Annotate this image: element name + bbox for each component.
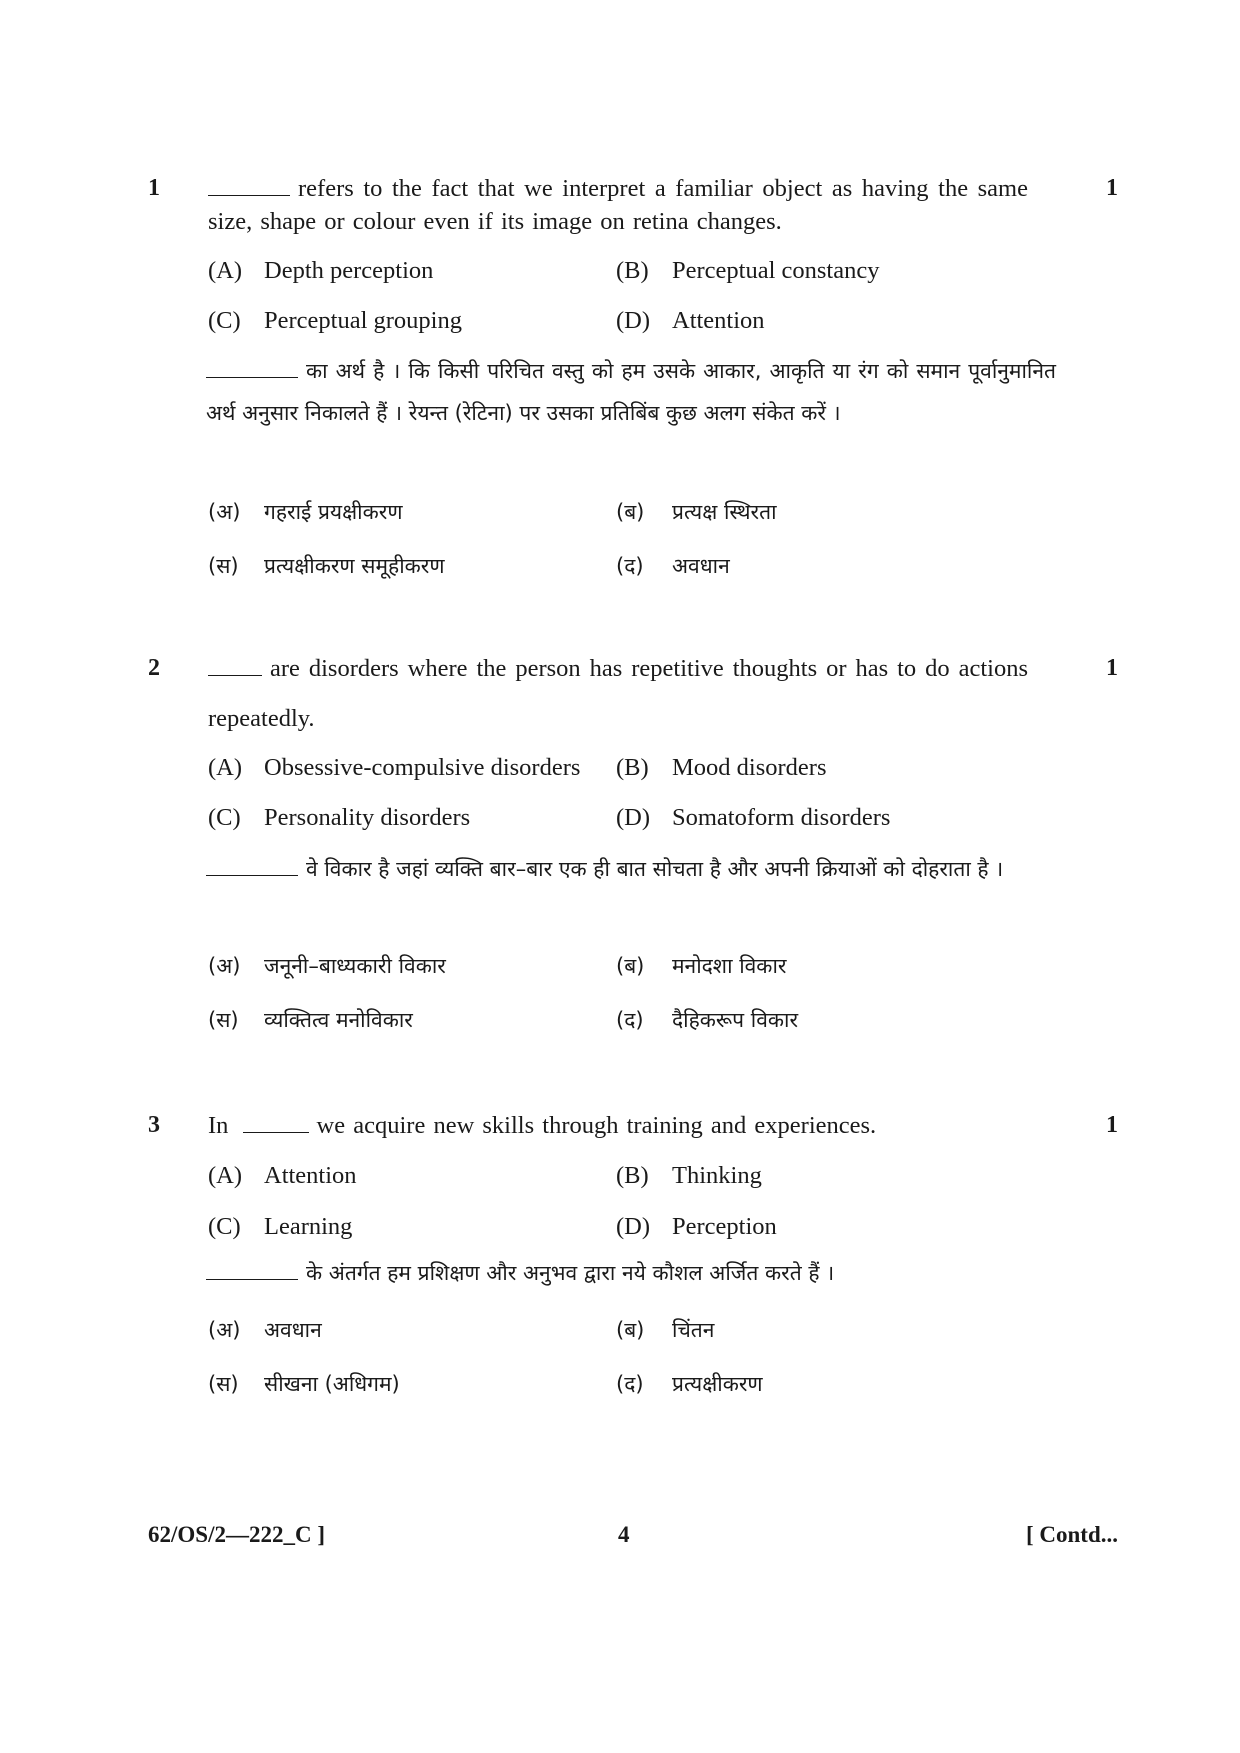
page-number: 4 bbox=[618, 1522, 630, 1547]
option-hi-d: (द) अवधान bbox=[616, 554, 730, 578]
question-3 bbox=[148, 1109, 1118, 1409]
answer-blank bbox=[208, 173, 290, 196]
question-stem-hi: वे विकार है जहां व्यक्ति बार–बार एक ही बात सोचता है और अपनी क्रियाओं को दोहराता है । bbox=[306, 857, 1004, 881]
question-2 bbox=[148, 652, 1118, 1052]
option-en-a: (A) Attention bbox=[208, 1162, 357, 1189]
question-prefix-en: In bbox=[208, 1112, 229, 1139]
option-hi-a: (अ) जनूनी–बाध्यकारी विकार bbox=[208, 954, 446, 978]
option-hi-a: (अ) गहराई प्रयक्षीकरण bbox=[208, 500, 403, 524]
page-footer bbox=[148, 1522, 1118, 1556]
option-en-a: (A) Depth perception bbox=[208, 257, 434, 284]
question-stem-hi: का अर्थ है । कि किसी परिचित वस्तु को हम उसके आकार, आकृति या रंग को समान पूर्वानुमानित अर्थ अनुसार निकालते हैं । रेयन्त (रेटिना) पर उसका प्रतिबिंब कुछ अलग संकेत करें । bbox=[206, 359, 1056, 425]
option-en-d: (D) Attention bbox=[616, 307, 765, 334]
question-text-hi bbox=[206, 350, 1056, 434]
question-number: 3 bbox=[148, 1112, 160, 1138]
option-en-d: (D) Somatoform disorders bbox=[616, 804, 891, 831]
option-en-b: (B) Mood disorders bbox=[616, 754, 827, 781]
question-text-hi bbox=[206, 848, 1076, 890]
option-en-a: (A) Obsessive-compulsive disorders bbox=[208, 754, 581, 781]
option-hi-c: (स) व्यक्तित्व मनोविकार bbox=[208, 1008, 413, 1032]
option-en-c: (C) Perceptual grouping bbox=[208, 307, 462, 334]
paper-code: 62/OS/2—222_C ] bbox=[148, 1522, 325, 1547]
option-en-d: (D) Perception bbox=[616, 1213, 777, 1240]
option-en-b: (B) Perceptual constancy bbox=[616, 257, 880, 284]
option-hi-a: (अ) अवधान bbox=[208, 1318, 322, 1342]
option-hi-b: (ब) चिंतन bbox=[616, 1318, 715, 1342]
question-text-en bbox=[208, 172, 1028, 238]
option-en-c: (C) Personality disorders bbox=[208, 804, 471, 831]
option-hi-b: (ब) प्रत्यक्ष स्थिरता bbox=[616, 500, 777, 524]
answer-blank bbox=[206, 1257, 298, 1280]
question-1 bbox=[148, 172, 1118, 592]
option-en-c: (C) Learning bbox=[208, 1213, 353, 1240]
option-hi-c: (स) सीखना (अधिगम) bbox=[208, 1372, 400, 1396]
question-stem-en: we acquire new skills through training and experiences. bbox=[316, 1112, 877, 1139]
question-marks: 1 bbox=[1106, 655, 1118, 681]
question-marks: 1 bbox=[1106, 1112, 1118, 1138]
answer-blank bbox=[206, 853, 298, 876]
answer-blank bbox=[208, 653, 262, 676]
question-stem-hi: के अंतर्गत हम प्रशिक्षण और अनुभव द्वारा नये कौशल अर्जित करते हैं । bbox=[306, 1261, 835, 1285]
continued-label: [ Contd... bbox=[1025, 1522, 1118, 1547]
question-stem-en: are disorders where the person has repetitive thoughts or has to do actions repeatedly. bbox=[208, 655, 1028, 732]
option-en-b: (B) Thinking bbox=[616, 1162, 762, 1189]
question-marks: 1 bbox=[1106, 175, 1118, 201]
option-hi-c: (स) प्रत्यक्षीकरण समूहीकरण bbox=[208, 554, 445, 578]
question-stem-en: refers to the fact that we interpret a familiar object as having the same size, shape or colour even if its image on retina changes. bbox=[208, 175, 1028, 235]
answer-blank bbox=[206, 355, 298, 378]
question-text-en bbox=[208, 644, 1028, 744]
option-hi-d: (द) दैहिकरूप विकार bbox=[616, 1008, 799, 1032]
option-hi-b: (ब) मनोदशा विकार bbox=[616, 954, 787, 978]
question-text-en bbox=[208, 1109, 1028, 1142]
question-number: 1 bbox=[148, 175, 160, 201]
question-text-hi bbox=[206, 1252, 1056, 1294]
question-number: 2 bbox=[148, 655, 160, 681]
answer-blank bbox=[243, 1110, 309, 1133]
option-hi-d: (द) प्रत्यक्षीकरण bbox=[616, 1372, 763, 1396]
